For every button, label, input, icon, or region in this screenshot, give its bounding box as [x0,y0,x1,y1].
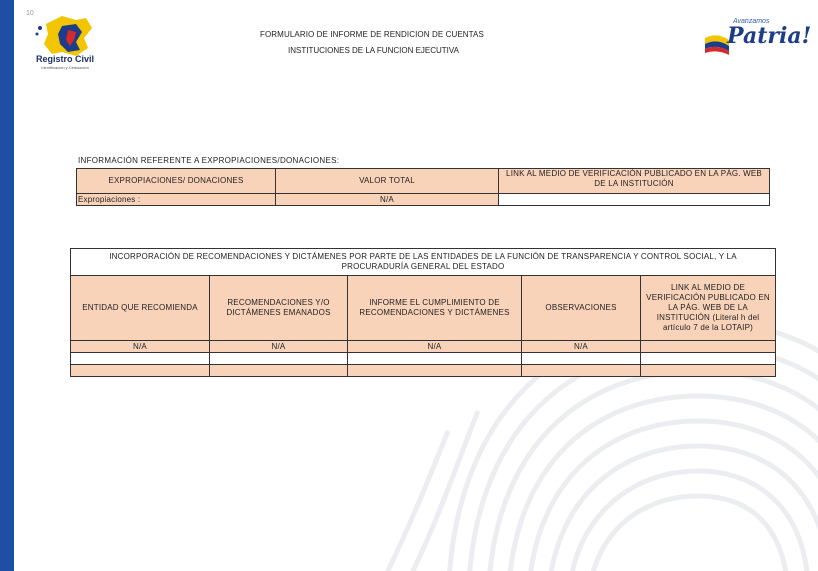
header-link-lotaip: LINK AL MEDIO DE VERIFICACIÓN PUBLICADO EN LA PÁG. WEB DE LA INSTITUCIÓN (Literal h del artículo 7 de la LOTAIP) [640,275,776,341]
header-observaciones: OBSERVACIONES [521,275,641,341]
row-link [498,193,770,206]
header-link-verificacion: LINK AL MEDIO DE VERIFICACIÓN PUBLICADO EN LA PÁG. WEB DE LA INSTITUCIÓN [498,168,770,194]
table-cell: N/A [521,340,641,353]
table-cell [209,364,348,377]
header-expropiaciones: EXPROPIACIONES/ DONACIONES [76,168,276,194]
slogan-big: Patria! [727,23,812,49]
slogan-small: Avanzamos [733,18,770,25]
brand-name: Registro Civil [35,54,94,64]
row-valor: N/A [275,193,499,206]
registro-civil-logo [26,10,102,80]
table-cell: N/A [347,340,522,353]
table-cell [70,364,210,377]
header-entidad: ENTIDAD QUE RECOMIENDA [70,275,210,341]
header-informe: INFORME EL CUMPLIMIENTO DE RECOMENDACIONES Y DICTÁMENES [347,275,522,341]
table-cell [521,364,641,377]
table-cell: N/A [209,340,348,353]
avanzamos-patria-logo [703,18,812,66]
left-accent-bar [0,0,14,571]
header-valor-total: VALOR TOTAL [275,168,499,194]
page-number: 10 [26,10,34,17]
brand-subtitle: Identificación y Cedulación [41,65,89,70]
form-title: FORMULARIO DE INFORME DE RENDICION DE CUENTAS [260,30,484,39]
section2-title: INCORPORACIÓN DE RECOMENDACIONES Y DICTÁMENES POR PARTE DE LAS ENTIDADES DE LA FUNCIÓN DE TRANSPARENCIA Y CONTROL SOCIAL, Y LA PROCURADURÍA GENERAL DEL ESTADO [70,248,776,276]
table-cell: N/A [70,340,210,353]
header-recomendaciones: RECOMENDACIONES Y/O DICTÁMENES EMANADOS [209,275,348,341]
row-expropiaciones-label: Expropiaciones : [76,193,276,206]
table-cell [640,364,776,377]
form-subtitle: INSTITUCIONES DE LA FUNCION EJECUTIVA [288,46,459,55]
table-cell [347,364,522,377]
section1-title: INFORMACIÓN REFERENTE A EXPROPIACIONES/DONACIONES: [78,156,340,165]
